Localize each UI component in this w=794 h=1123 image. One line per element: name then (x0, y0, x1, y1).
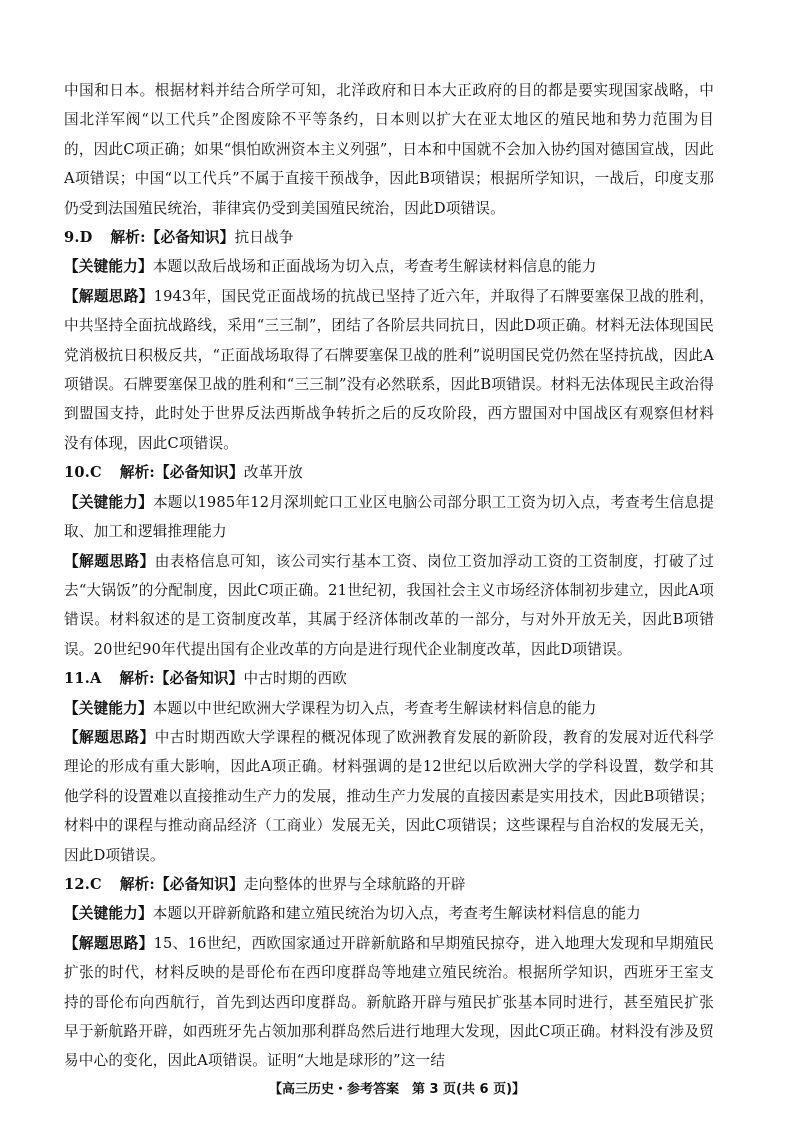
question-11 (64, 664, 714, 870)
question-header: 10.C 解析:【必备知识】改革开放 (64, 464, 303, 482)
knowledge-topic: 改革开放 (243, 464, 303, 482)
knowledge-topic: 抗日战争 (234, 229, 294, 247)
knowledge-topic: 走向整体的世界与全球航路的开辟 (243, 875, 466, 893)
solution-approach: 【解题思路】由表格信息可知，该公司实行基本工资、岗位工资加浮动工资的工资制度，打破了过去“大锅饭”的分配制度，因此C项正确。21世纪初，我国社会主义市场经济体制初步建立，因此A项错误。材料叙述的是工资制度改革，其属于经济体制改革的一部分，与对外开放无关，因此B项错误。20世纪90年代提出国有企业改革的方向是进行现代企业制度改革，因此D项错误。 (64, 552, 715, 658)
page-footer: 【高三历史・参考答案 第 3 页(共 6 页)】 (268, 1082, 526, 1097)
question-number: 10.C (64, 464, 102, 482)
key-ability: 【关键能力】本题以敌后战场和正面战场为切入点，考查考生解读材料信息的能力 (64, 258, 597, 276)
solution-approach: 【解题思路】15、16世纪，西欧国家通过开辟新航路和早期殖民掠夺，进入地理大发现和早期殖民扩张的时代，材料反映的是哥伦布在西印度群岛等地建立殖民统治。根据所学知识，西班牙王室支持的哥伦布向西航行，首先到达西印度群岛。新航路开辟与殖民扩张基本同时进行，甚至殖民扩张早于新航路开辟，如西班牙先占领加那利群岛然后进行地理大发现，因此C项正确。材料没有涉及贸易中心的变化，因此A项错误。证明“大地是球形的”这一结 (64, 934, 715, 1070)
solution-approach: 【解题思路】1943年，国民党正面战场的抗战已坚持了近六年，并取得了石牌要塞保卫战的胜利，中共坚持全面抗战路线，采用“三三制”，团结了各阶层共同抗日，因此D项正确。材料无法体现国民党消极抗日积极反共，“正面战场取得了石牌要塞保卫战的胜利”说明国民党仍然在坚持抗战，因此A项错误。石牌要塞保卫战的胜利和“三三制”没有必然联系，因此B项错误。材料无法体现民主政治得到盟国支持，此时处于世界反法西斯战争转折之后的反攻阶段，西方盟国对中国战区有观察但材料没有体现，因此C项错误。 (64, 287, 714, 452)
question-number: 12.C (64, 875, 102, 893)
question-10 (64, 458, 714, 664)
question-header: 9.D 解析:【必备知识】抗日战争 (64, 229, 294, 247)
question-header: 12.C 解析:【必备知识】走向整体的世界与全球航路的开辟 (64, 875, 466, 893)
key-ability: 【关键能力】本题以中世纪欧洲大学课程为切入点，考查考生解读材料信息的能力 (64, 699, 597, 717)
answer-content (64, 76, 714, 1076)
key-ability: 【关键能力】本题以开辟新航路和建立殖民统治为切入点，考查考生解读材料信息的能力 (64, 905, 641, 923)
question-number: 9.D (64, 229, 93, 247)
knowledge-topic: 中古时期的西欧 (243, 670, 348, 688)
key-ability: 【关键能力】本题以1985年12月深圳蛇口工业区电脑公司部分职工工资为切入点，考查考生信息提取、加工和逻辑推理能力 (64, 493, 715, 541)
question-header: 11.A 解析:【必备知识】中古时期的西欧 (64, 670, 348, 688)
question-12 (64, 870, 714, 1076)
solution-approach: 【解题思路】中古时期西欧大学课程的概况体现了欧洲教育发展的新阶段，教育的发展对近代科学理论的形成有重大影响，因此A项正确。材料强调的是12世纪以后欧洲大学的学科设置，数学和其他学科的设置难以直接推动生产力的发展，推动生产力发展的直接因素是实用技术，因此B项错误；材料中的课程与推动商品经济（工商业）发展无关，因此C项错误；这些课程与自治权的发展无关，因此D项错误。 (64, 728, 715, 864)
intro-paragraph: 中国和日本。根据材料并结合所学可知，北洋政府和日本大正政府的目的都是要实现国家战略，中国北洋军阀“以工代兵”企图废除不平等条约，日本则以扩大在亚太地区的殖民地和势力范围为目的，因此C项正确；如果“惧怕欧洲资本主义列强”，日本和中国就不会加入协约国对德国宣战，因此A项错误；中国“以工代兵”不属于直接干预战争，因此B项错误；根据所学知识，一战后，印度支那仍受到法国殖民统治，菲律宾仍受到美国殖民统治，因此D项错误。 (64, 82, 714, 217)
question-9 (64, 223, 714, 458)
question-number: 11.A (64, 670, 102, 688)
